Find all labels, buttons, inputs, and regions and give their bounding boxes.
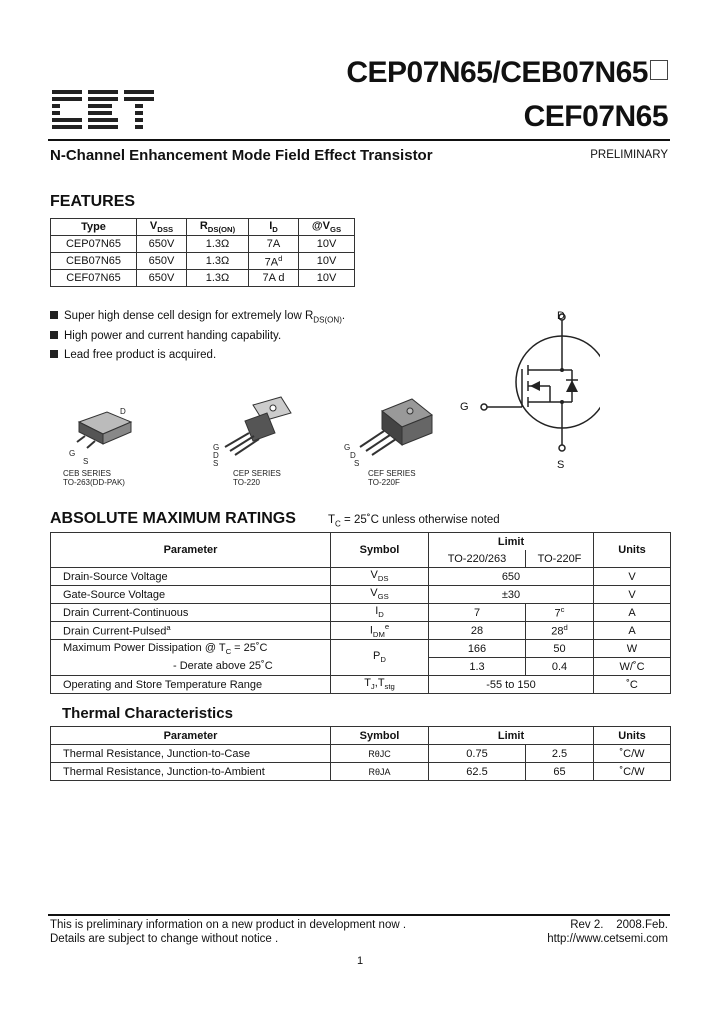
- footer-revision: Rev 2. 2008.Feb.: [570, 919, 668, 931]
- abs-max-heading: ABSOLUTE MAXIMUM RATINGS: [50, 510, 296, 527]
- page-number: 1: [356, 955, 364, 967]
- table-row: - Derate above 25˚C 1.3 0.4 W/˚C: [51, 658, 671, 676]
- table-row: Drain Current-Continuous $I_D$ 7 7$^c$ A: [51, 604, 671, 622]
- part-title-line1: CEP07N65/CEB07N65: [346, 56, 668, 90]
- header-rule: [48, 139, 670, 141]
- feature-bullet: High power and current handing capability.: [50, 330, 281, 342]
- thermal-heading: Thermal Characteristics: [62, 705, 233, 722]
- thermal-table: [50, 726, 671, 781]
- table-row: Thermal Resistance, Junction-to-Ambient RθJA 62.5 65 ˚C/W: [51, 763, 671, 781]
- bullet-square-icon: [50, 331, 58, 339]
- features-heading: FEATURES: [50, 193, 136, 210]
- footer-note-2: Details are subject to change without notice .: [50, 933, 279, 945]
- footer-note-1: This is preliminary information on a new product in development now .: [50, 919, 407, 931]
- abs-max-subheader: TO-220/263 TO-220F: [51, 550, 671, 568]
- footer-url[interactable]: http://www.cetsemi.com: [547, 933, 668, 945]
- schematic-source-label: S: [557, 459, 565, 471]
- part-title-line2: CEF07N65: [523, 100, 668, 133]
- footer-rule: [48, 914, 670, 916]
- schematic-drain-label: D: [557, 310, 565, 322]
- status-label: PRELIMINARY: [590, 149, 668, 161]
- schematic-gate-label: G: [460, 401, 469, 413]
- bullet-square-icon: [50, 311, 58, 319]
- table-row: Maximum Power Dissipation @ $T_C$ = 25˚C $P_D$ 166 50 W: [51, 640, 671, 658]
- table-row: CEF07N65 650V 1.3Ω 7A d 10V: [51, 270, 355, 287]
- table-row: Operating and Store Temperature Range $T_J,T_{stg}$ -55 to 150 ˚C: [51, 676, 671, 694]
- device-subtitle: N-Channel Enhancement Mode Field Effect Transistor: [50, 147, 433, 164]
- features-table: [50, 218, 355, 287]
- package-to220: G D S CEP SERIES TO-220: [205, 395, 305, 490]
- mosfet-schematic-icon: [470, 305, 600, 470]
- cet-logo: [52, 88, 154, 130]
- features-table-header: Type $V_{DSS}$ $R_{DS(ON)}$ $I_D$ $@V_{GS}$: [51, 219, 355, 236]
- package-to263: D G S CEB SERIES TO-263(DD-PAK): [55, 400, 155, 490]
- table-row: Gate-Source Voltage $V_{GS}$ ±30 V: [51, 586, 671, 604]
- feature-bullet: Super high dense cell design for extremely low $R_{DS(ON)}$.: [50, 310, 345, 324]
- abs-max-note: $T_C$ = 25˚C unless otherwise noted: [328, 514, 500, 529]
- feature-bullet: Lead free product is acquired.: [50, 349, 216, 361]
- abs-max-table: [50, 532, 671, 694]
- to220-package-icon: [205, 395, 305, 461]
- table-row: Drain Current-Pulsed$^a$ $I_{DM}^e$ 28 28$^d$ A: [51, 622, 671, 640]
- table-row: CEB07N65 650V 1.3Ω $7A^d$ 10V: [51, 253, 355, 270]
- table-row: Drain-Source Voltage $V_{DS}$ 650 V: [51, 568, 671, 586]
- abs-max-header: Parameter Symbol Limit Units: [51, 533, 671, 551]
- thermal-header: Parameter Symbol Limit Units: [51, 727, 671, 745]
- table-row: Thermal Resistance, Junction-to-Case RθJC 0.75 2.5 ˚C/W: [51, 745, 671, 763]
- package-to220f: G D S CEF SERIES TO-220F: [340, 395, 440, 490]
- table-row: CEP07N65 650V 1.3Ω 7A 10V: [51, 236, 355, 253]
- bullet-square-icon: [50, 350, 58, 358]
